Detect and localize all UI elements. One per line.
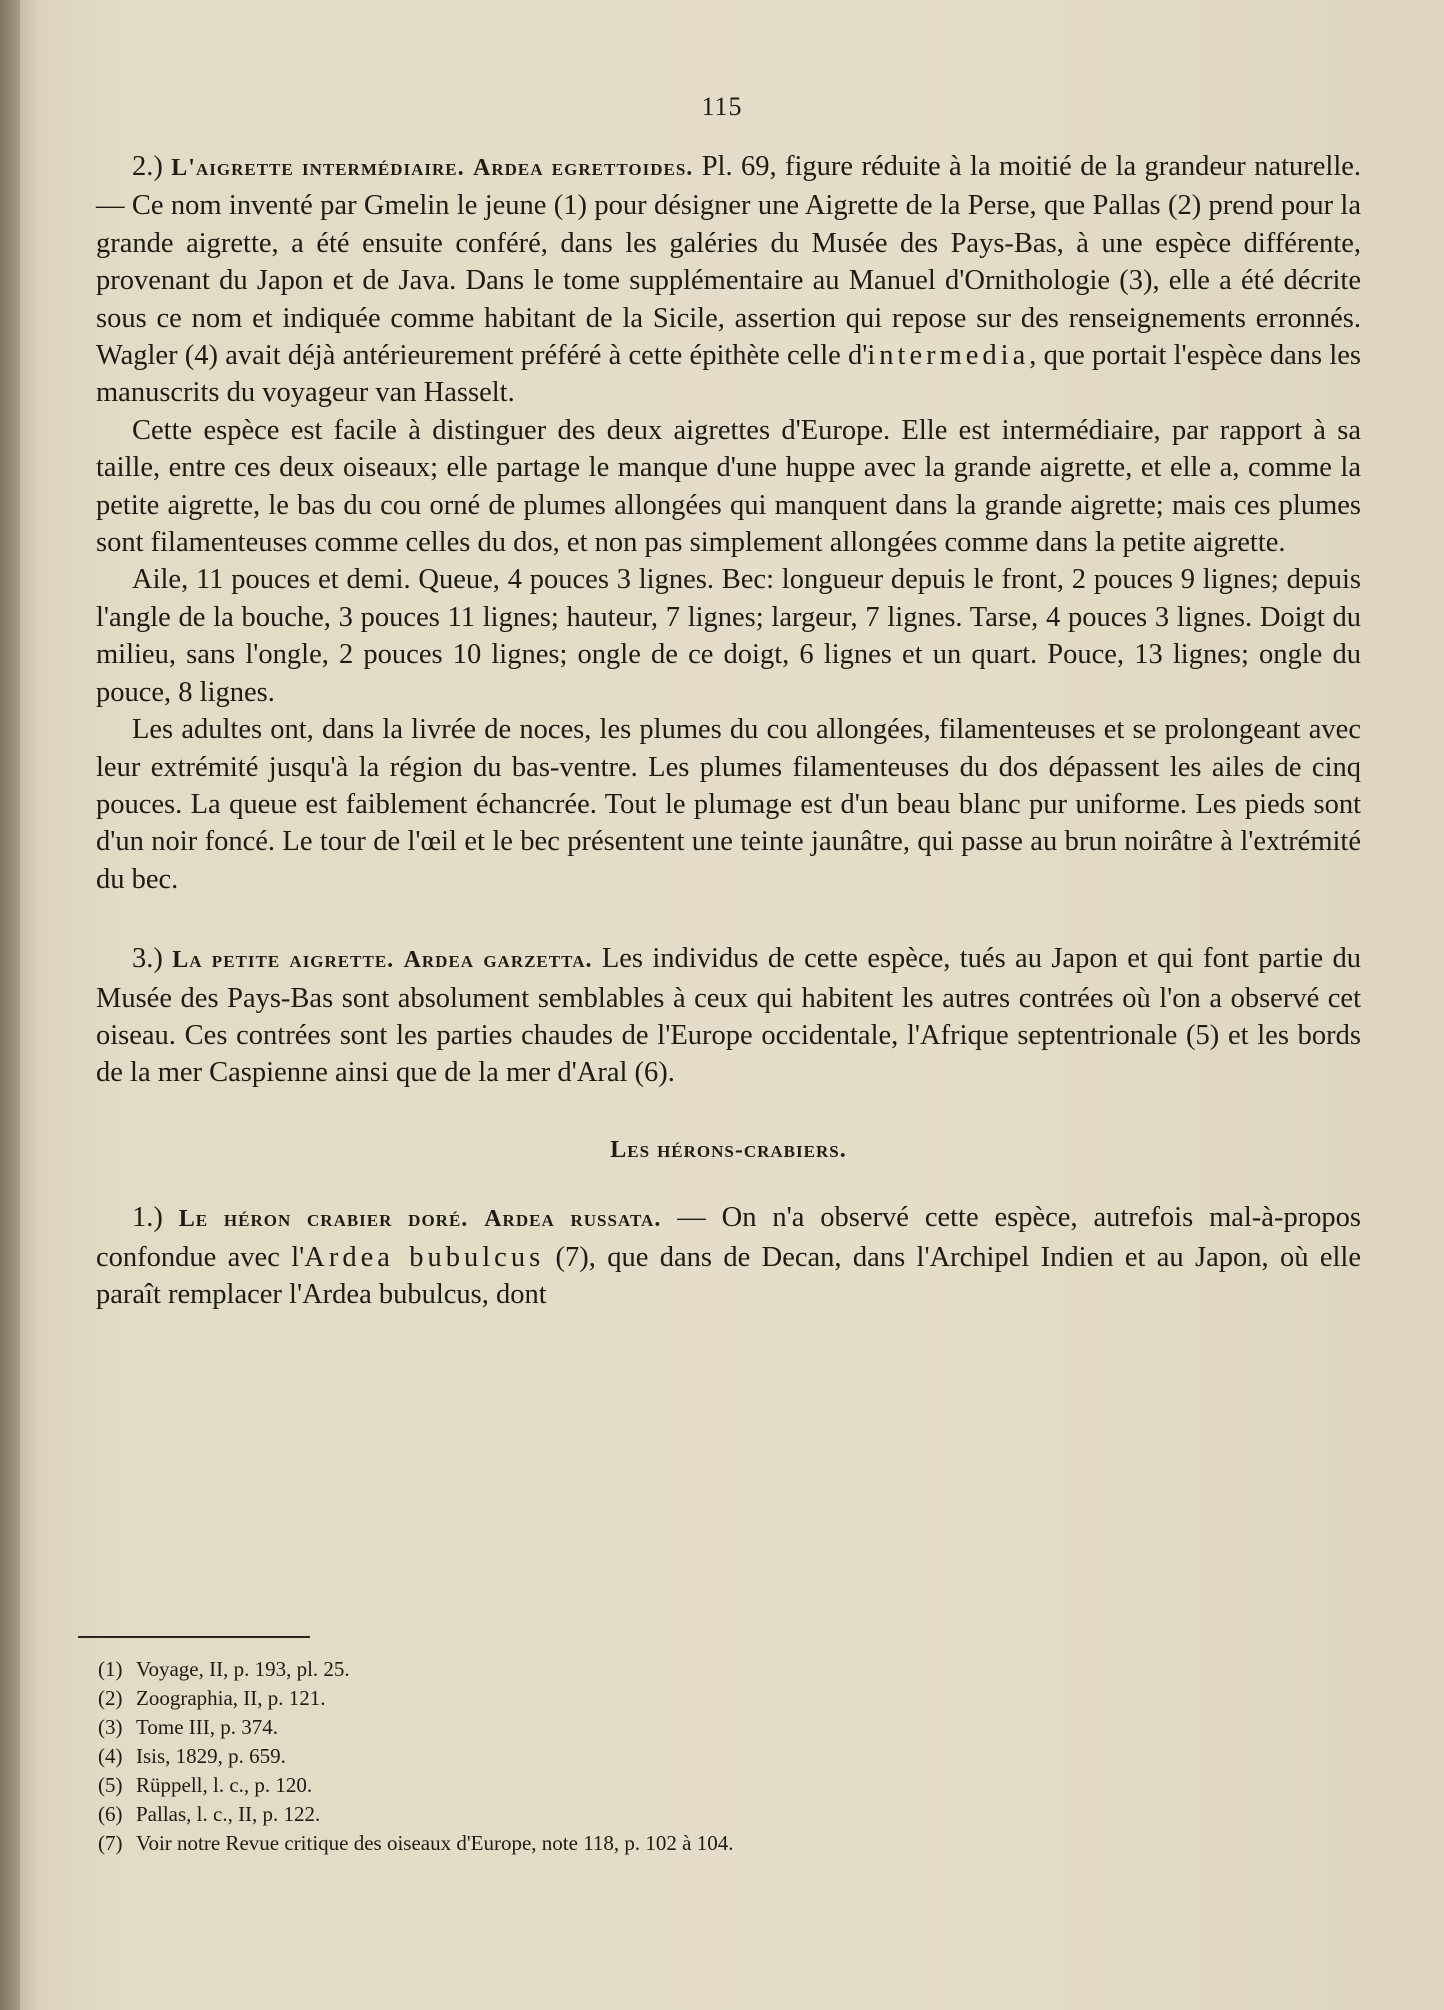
species-common-name: L'aigrette intermédiaire. (171, 155, 465, 181)
paragraph-text: Les individus de cette espèce, tués au Japon et qui font partie du Musée des Pays-Bas sont absolument semblables à ceux qui habitent les autres contrées où l'on a observé cet oiseau. Ces contrées sont les parties chaudes de l'Europe occidentale, l'Afrique septentrionale (5) et les bords de la mer Caspienne ainsi que de la mer d'Aral (6). (96, 943, 1362, 1089)
paragraph-text: Pl. 69, figure réduite à la moitié de la grandeur naturelle. — Ce nom inventé par Gmelin le jeune (1) pour désigner une Aigrette de la Perse, que Pallas (2) prend pour la grande aigrette, a été ensuite conféré, dans les galéries du Musée des Pays-Bas, à une espèce différente, provenant du Japon et de Java. Dans le tome supplémentaire au Manuel d'Ornithologie (3), elle a été décrite sous ce nom et indiquée comme habitant de la Sicile, assertion qui repose sur des renseignements erronnés. Wagler (4) avait déjà antérieurement préféré à cette épithète celle d' (96, 151, 1362, 372)
footnote-ref: (7) (98, 1831, 123, 1855)
footnote-rule (78, 1636, 310, 1638)
species-common-name: Le héron crabier doré. (178, 1206, 469, 1233)
paragraph-text: (7), que dans de Decan, dans l'Archipel Indien et au Japon, où elle paraît remplacer l'Ardea bubulcus, dont (96, 1241, 1362, 1310)
page-number: 115 (701, 92, 743, 121)
footnote-ref: (6) (98, 1802, 123, 1826)
section-number: 2.) (132, 151, 163, 182)
footnote-ref: (2) (98, 1686, 123, 1710)
body-text (96, 148, 1361, 1313)
section-number: 1.) (132, 1202, 163, 1234)
spaced-word: intermedia (867, 340, 1030, 372)
book-gutter (0, 0, 20, 2010)
species-latin-name: Ardea garzetta. (403, 947, 593, 974)
paragraph-text: , que portait l'espèce dans les manuscrits du voyageur van Hasselt. (96, 340, 1361, 409)
footnote-text: Zoographia, II, p. 121. (136, 1686, 326, 1710)
footnote (98, 1655, 1198, 1684)
footnote (98, 1771, 1198, 1800)
footnote-text: Rüppell, l. c., p. 120. (136, 1773, 313, 1797)
footnote (98, 1829, 1198, 1858)
species-latin-name: Ardea russata. (484, 1206, 662, 1233)
spaced-word: Ardea bubulcus (304, 1241, 545, 1273)
section-heron-crabier (96, 1199, 1361, 1313)
footnote-ref: (1) (98, 1657, 123, 1681)
species-latin-name: Ardea egrettoides. (473, 155, 694, 181)
section-petite-aigrette (96, 940, 1361, 1092)
footnote-text: Pallas, l. c., II, p. 122. (136, 1802, 321, 1826)
paragraph: Les adultes ont, dans la livrée de noces, les plumes du cou allongées, filamenteuses et se prolongeant avec leur extrémité jusqu'à la région du bas-ventre. Les plumes filamenteuses du dos dépassent les ailes de cinq pouces. La queue est faiblement échancrée. Tout le plumage est d'un beau blanc pur uniforme. Les pieds sont d'un noir foncé. Le tour de l'œil et le bec présentent une teinte jaunâtre, qui passe au brun noirâtre à l'extrémité du bec. (96, 714, 1361, 895)
footnote-text: Isis, 1829, p. 659. (136, 1744, 286, 1768)
footnote-ref: (3) (98, 1715, 123, 1739)
footnote (98, 1684, 1198, 1713)
paragraph: Aile, 11 pouces et demi. Queue, 4 pouces 3 lignes. Bec: longueur depuis le front, 2 pouces 9 lignes; depuis l'angle de la bouche, 3 pouces 11 lignes; hauteur, 7 lignes; largeur, 7 lignes. Tarse, 4 pouces 3 lignes. Doigt du milieu, sans l'ongle, 2 pouces 10 lignes; ongle de ce doigt, 6 lignes et un quart. Pouce, 13 lignes; ongle du pouce, 8 lignes. (96, 564, 1361, 708)
footnote-text: Voir notre Revue critique des oiseaux d'Europe, note 118, p. 102 à 104. (136, 1831, 734, 1855)
section-heading: Les hérons-crabiers. (610, 1136, 847, 1163)
footnote (98, 1713, 1198, 1742)
section-aigrette-intermediaire (96, 148, 1361, 412)
footnote-ref: (4) (98, 1744, 123, 1768)
section-number: 3.) (132, 943, 163, 975)
paragraph-text: — On n'a observé cette espèce, autrefois mal-à-propos confondue avec l' (96, 1202, 1362, 1273)
footnotes (98, 1655, 1198, 1858)
footnote-text: Voyage, II, p. 193, pl. 25. (136, 1657, 350, 1681)
paragraph: Cette espèce est facile à distinguer des deux aigrettes d'Europe. Elle est intermédiaire, par rapport à sa taille, entre ces deux oiseaux; elle partage le manque d'une huppe avec la grande aigrette, et elle a, comme la petite aigrette, le bas du cou orné de plumes allongées qui manquent dans la grande aigrette; mais ces plumes sont filamenteuses comme celles du dos, et non pas simplement allongées comme dans la petite aigrette. (96, 414, 1361, 559)
footnote-text: Tome III, p. 374. (136, 1715, 278, 1739)
footnote-ref: (5) (98, 1773, 123, 1797)
footnote (98, 1800, 1198, 1829)
footnote (98, 1742, 1198, 1771)
species-common-name: La petite aigrette. (172, 947, 395, 974)
